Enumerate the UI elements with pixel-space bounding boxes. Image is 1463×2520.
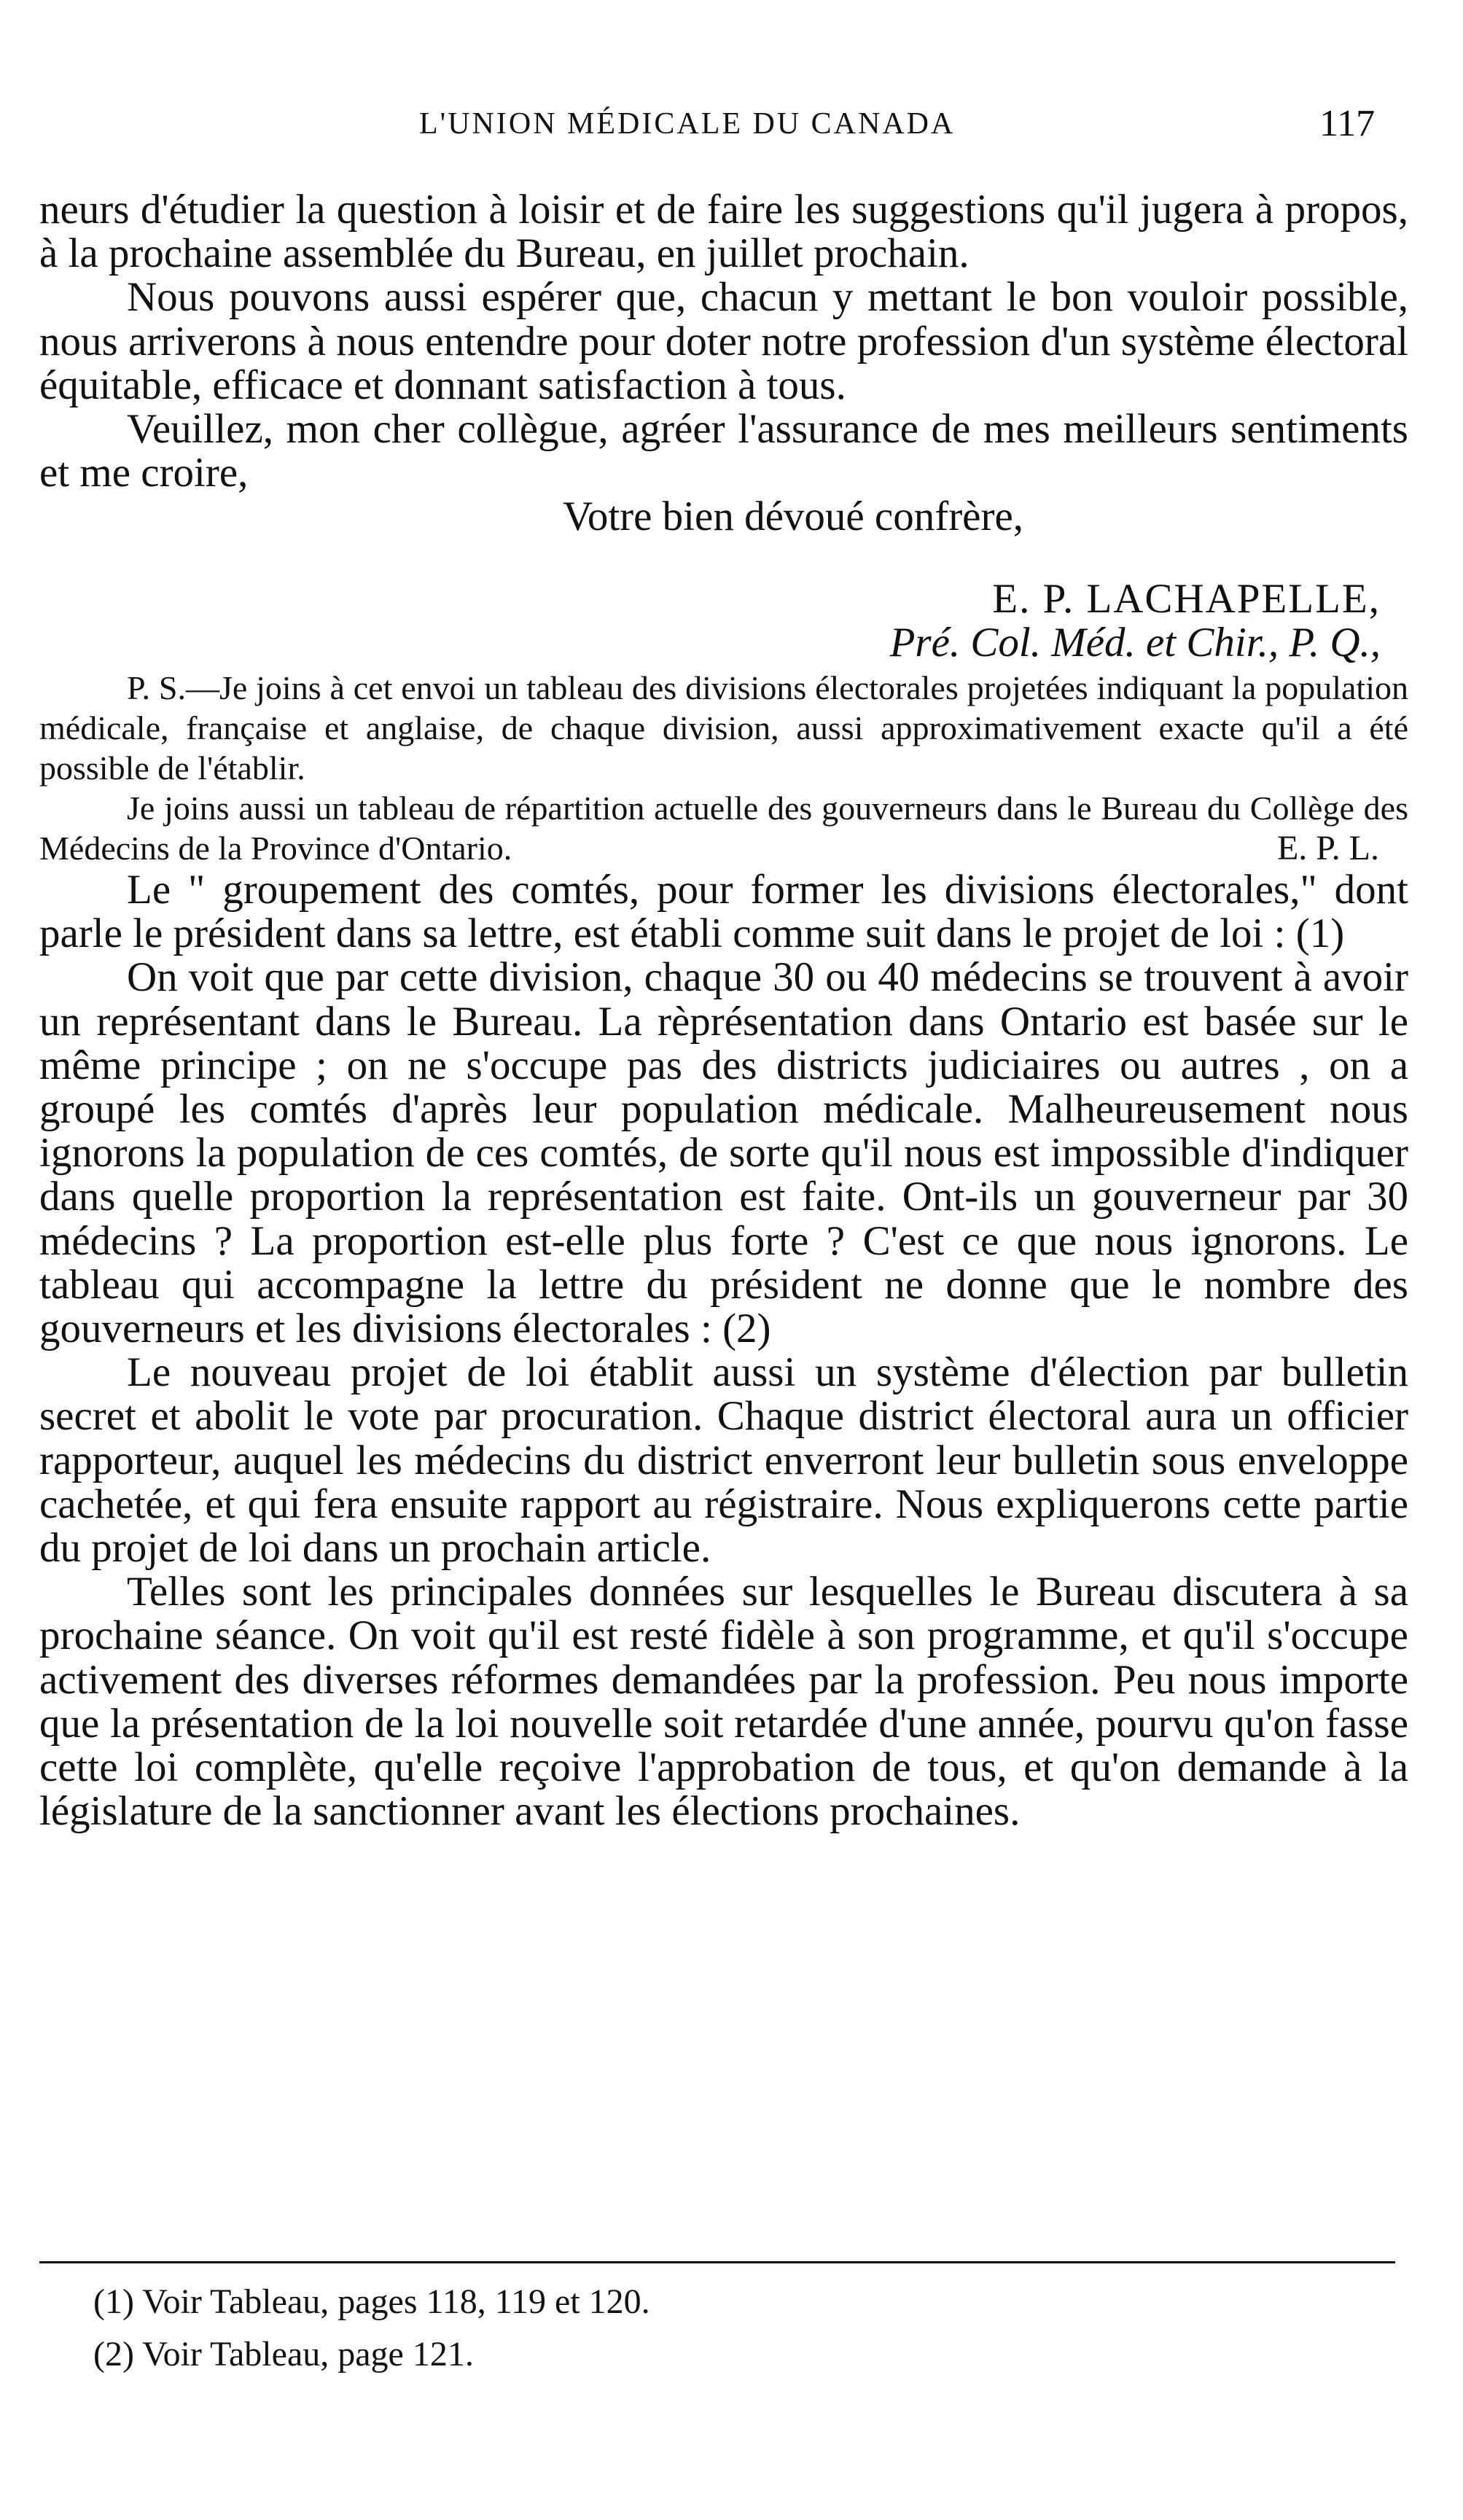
footnote-divider bbox=[39, 2261, 1395, 2263]
paragraph: Nous pouvons aussi espérer que, chacun y mettant le bon vouloir possible, nous arriverons à nous entendre pour doter notre profession d'un système électoral équitable, efficace et donnant satisfaction à tous. bbox=[39, 274, 1408, 408]
page-number: 117 bbox=[1319, 103, 1376, 144]
postscript-second-text: Je joins aussi un tableau de répartition actuelle des gouverneurs dans le Bureau du Collège des Médecins de la Province d'Ontario. bbox=[39, 789, 1408, 867]
paragraph: On voit que par cette division, chaque 30 ou 40 médecins se trouvent à avoir un représentant dans le Bureau. La rèprésentation dans Ontario est basée sur le même principe ; on ne s'occupe pas des districts judiciaires ou autres , on a groupé les comtés d'après leur population médicale. Malheureusement nous ignorons la population de ces comtés, de sorte qu'il nous est impossible d'indiquer dans quelle proportion la représentation est faite. Ont-ils un gouverneur par 30 médecins ? La proportion est-elle plus forte ? C'est ce que nous ignorons. Le tableau qui accompagne la lettre du président ne donne que le nombre des gouverneurs et les divisions électorales : (2) bbox=[39, 954, 1408, 1352]
signature-name: E. P. LACHAPELLE, bbox=[992, 575, 1381, 622]
letter-closing: Votre bien dévoué confrère, bbox=[563, 494, 1024, 540]
postscript-second bbox=[39, 788, 1408, 868]
page-header bbox=[0, 103, 1463, 150]
body-text bbox=[39, 188, 1408, 1834]
footnote-1: (1) Voir Tableau, pages 118, 119 et 120. bbox=[93, 2282, 650, 2321]
signature-title: Pré. Col. Méd. et Chir., P. Q., bbox=[889, 619, 1381, 666]
footnote-rule bbox=[39, 2261, 1395, 2263]
postscript-initials: E. P. L. bbox=[1276, 829, 1379, 868]
paragraph: Telles sont les principales données sur lesquelles le Bureau discutera à sa prochaine séance. On voit qu'il est resté fidèle à son programme, et qu'il s'occupe activement des diverses réformes demandées par la profession. Peu nous importe que la présentation de la loi nouvelle soit retardée d'une année, pourvu qu'on fasse cette loi complète, qu'elle reçoive l'approbation de tous, et qu'on demande à la législature de la sanctionner avant les élections prochaines. bbox=[39, 1569, 1408, 1835]
paragraph: Le " groupement des comtés, pour former les divisions électorales," dont parle le président dans sa lettre, est établi comme suit dans le projet de loi : (1) bbox=[39, 867, 1408, 957]
postscript: P. S.—Je joins à cet envoi un tableau des divisions électorales projetées indiquant la population médicale, française et anglaise, de chaque division, aussi approximativement exacte qu'il a été possible de l'établir. bbox=[39, 669, 1408, 787]
paragraph: Le nouveau projet de loi établit aussi un système d'élection par bulletin secret et abolit le vote par procuration. Chaque district électoral aura un officier rapporteur, auquel les médecins du district enverront leur bulletin sous enveloppe cachetée, et qui fera ensuite rapport au régistraire. Nous expliquerons cette partie du projet de loi dans un prochain article. bbox=[39, 1349, 1408, 1572]
footnotes bbox=[93, 2276, 650, 2381]
footnote-2: (2) Voir Tableau, page 121. bbox=[93, 2335, 474, 2373]
paragraph: Veuillez, mon cher collègue, agréer l'assurance de mes meilleurs sentiments et me croire, bbox=[39, 406, 1408, 496]
running-head: L'UNION MÉDICALE DU CANADA bbox=[419, 107, 956, 141]
paragraph-continuation: neurs d'étudier la question à loisir et de faire les suggestions qu'il jugera à propos, à la prochaine assemblée du Bureau, en juillet prochain. bbox=[39, 187, 1408, 277]
